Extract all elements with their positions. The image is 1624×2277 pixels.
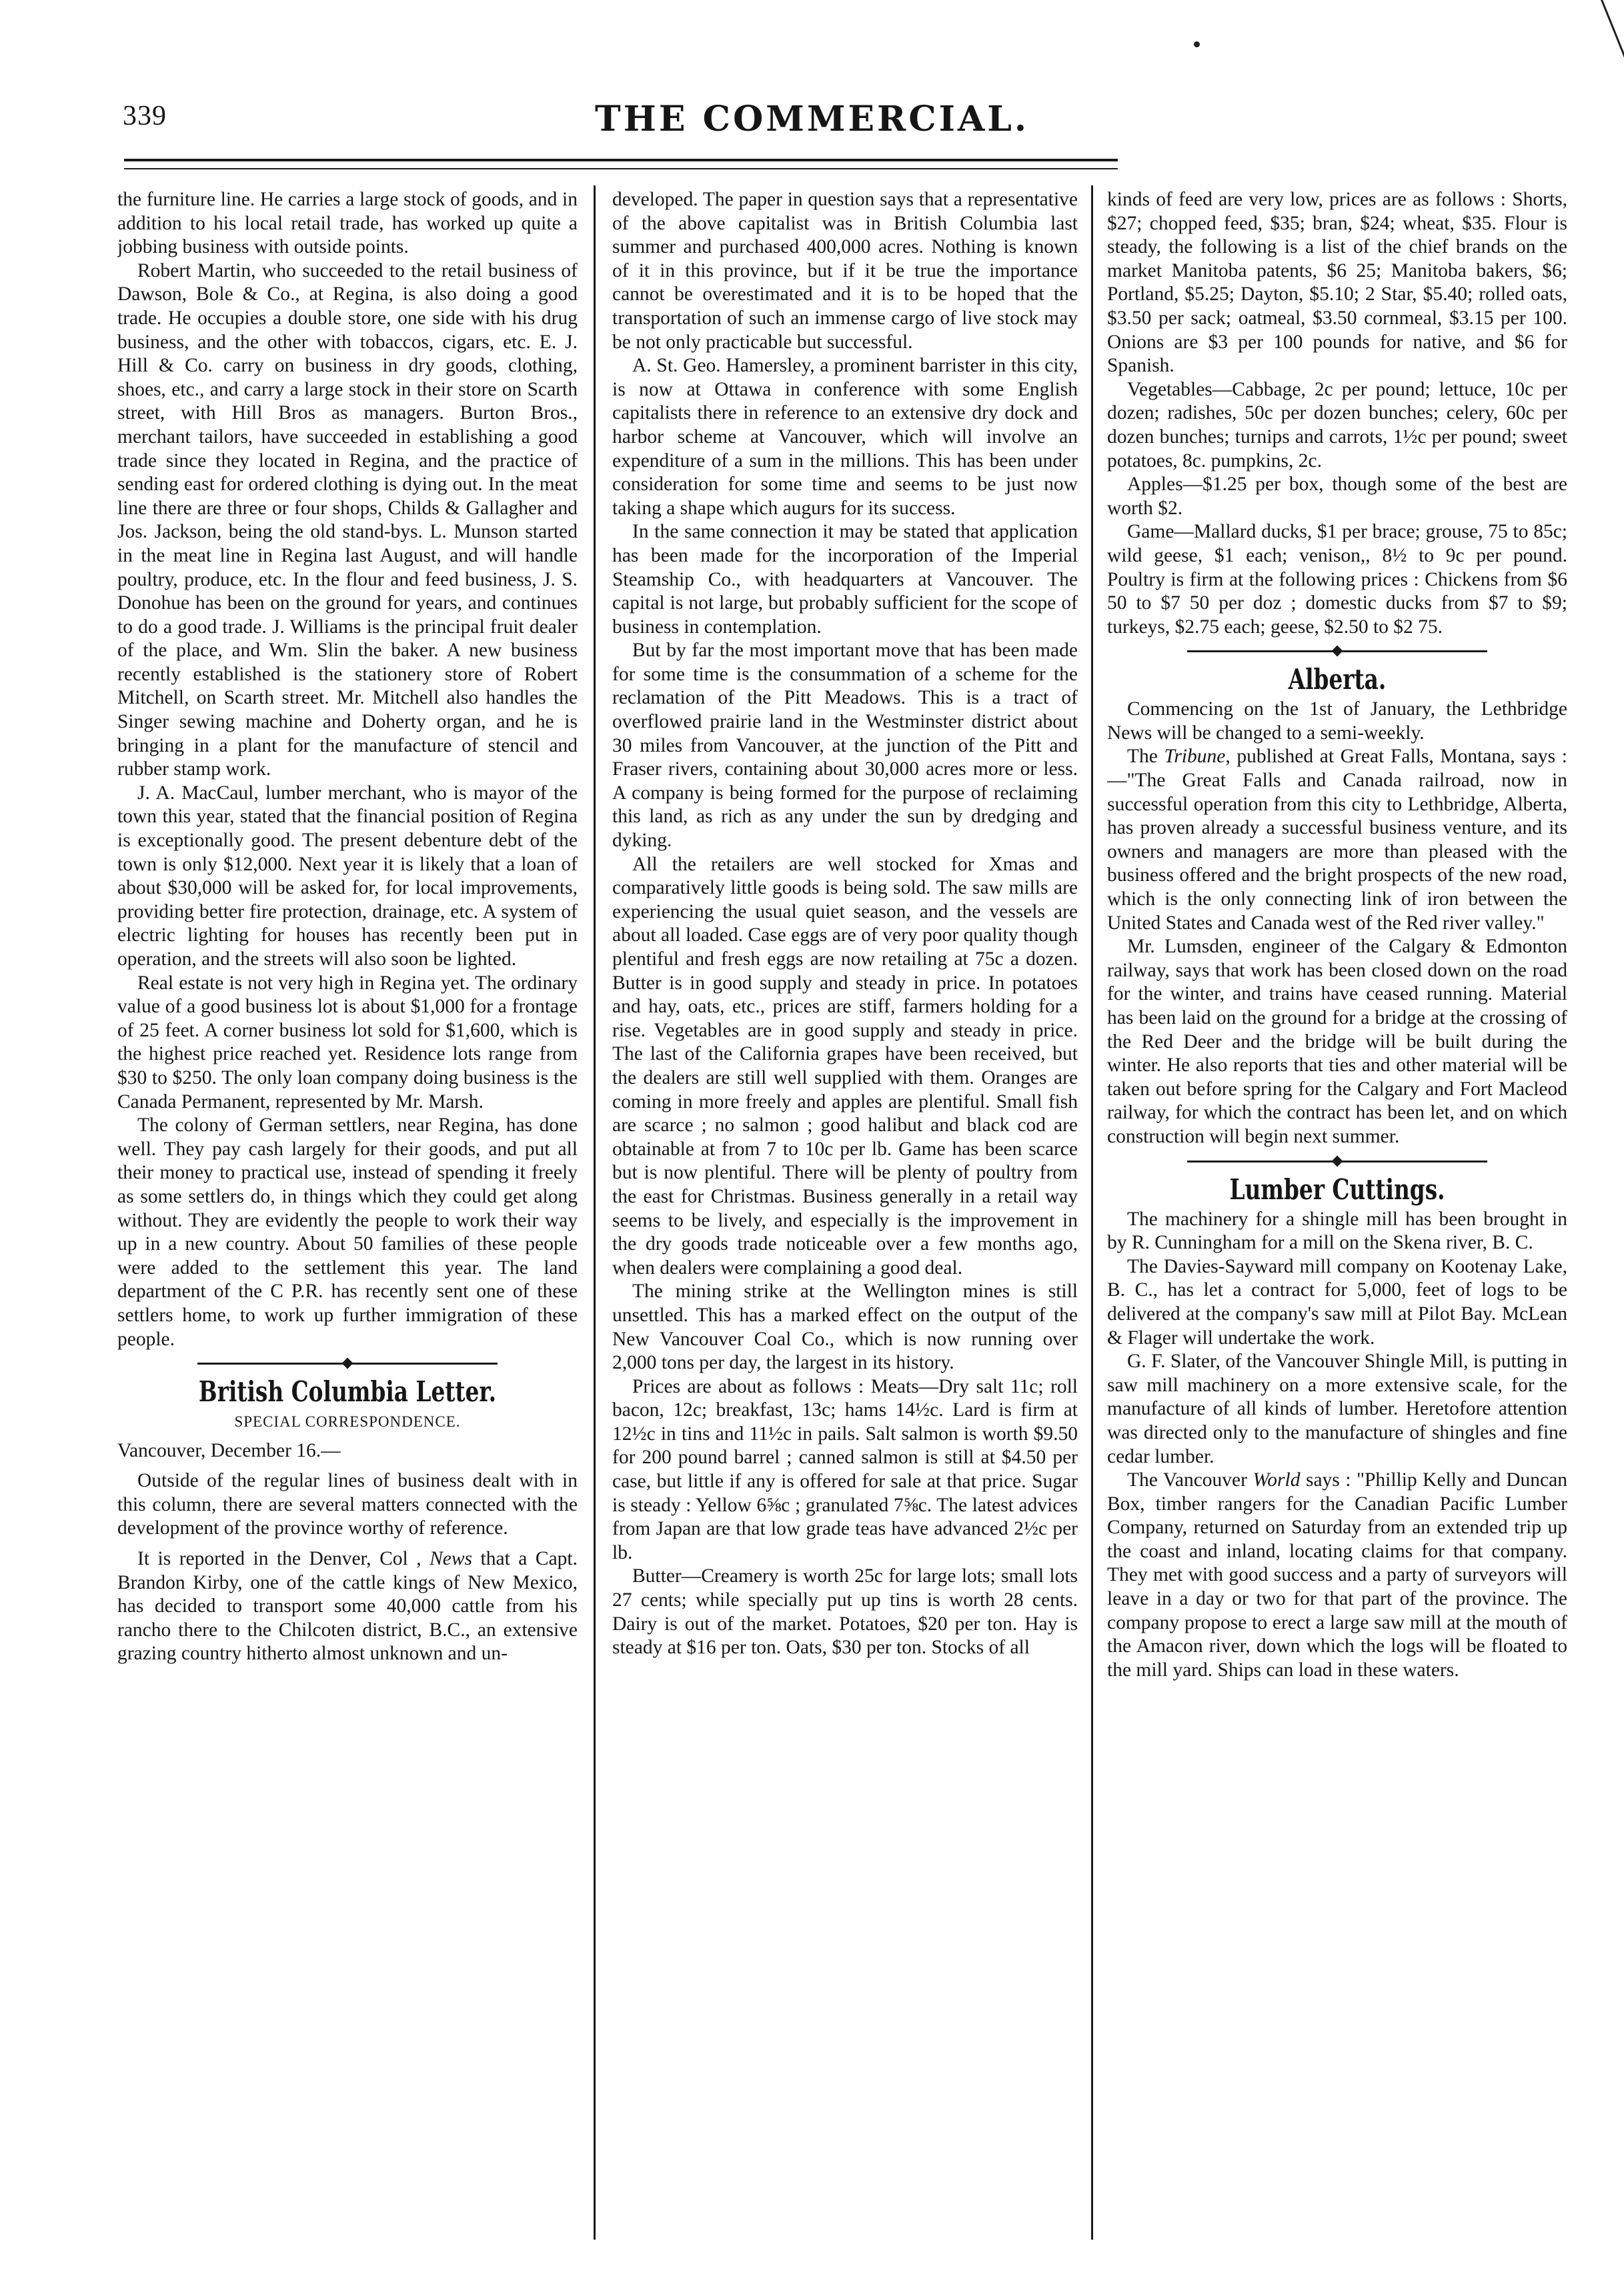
paragraph: the furniture line. He carries a large stock of goods, and in addition to his local retail trade, has worked up quite a jobbing business with outside points. — [117, 189, 578, 258]
paragraph: The Vancouver World says : "Phillip Kelly and Duncan Box, timber rangers for the Canadian Pacific Lumber Company, returned on Saturday from an extended trip up the coast and inland, locating claims for that company. They met with good success and a party of surveyors will leave in a day or two for that part of the province. The company propose to erect a large saw mill at the mouth of the Amacon river, down which the logs will be floated to the mill yard. Ships can load in these waters. — [1107, 1469, 1567, 1681]
paragraph: It is reported in the Denver, Col , News that a Capt. Brandon Kirby, one of the cattle kings of New Mexico, has decided to transport some 40,000 cattle from his rancho there to the Chilcoten district, B.C., an extensive grazing country hitherto almost unknown and un- — [117, 1548, 578, 1665]
section-divider — [117, 1355, 578, 1371]
paragraph: All the retailers are well stocked for Xmas and comparatively little goods is being sold. The saw mills are experiencing the usual quiet season, and the vessels are about all loaded. Case eggs are of very poor quality though plentiful and fresh eggs are now retailing at 75c a dozen. Butter is in good supply and steady in price. In potatoes and hay, oats, etc., prices are stiff, farmers holding for a rise. Vegetables are in good supply and steady in price. The last of the California grapes have been received, but the dealers are still well supplied with them. Oranges are coming in more freely and apples are plentiful. Small fish are scarce ; no salmon ; good halibut and black cod are obtainable at from 7 to 10c per lb. Game has been scarce but is now plentiful. There will be plenty of poultry from the east for Christmas. Business generally in a retail way seems to be lively, and especially is the improvement in the dry goods trade noticeable over a few months ago, when dealers were complaining a good deal. — [612, 853, 1078, 1279]
paragraph: Commencing on the 1st of January, the Lethbridge News will be changed to a semi-weekly. — [1107, 698, 1567, 744]
paragraph: The Tribune, published at Great Falls, Montana, says :—"The Great Falls and Canada railroad, now in successful operation from this city to Lethbridge, Alberta, has proven already a successful business venture, and its owners and managers are more than pleased with the business offered and the bright prospects of the new road, which is the only connecting link of iron between the United States and Canada west of the Red river valley." — [1107, 746, 1567, 934]
masthead-rule-thick — [124, 159, 1118, 161]
paragraph: developed. The paper in question says that a representative of the above capitalist was in British Columbia last summer and purchased 400,000 acres. Nothing is known of it in this province, but if it be true the importance cannot be overestimated and it is to be hoped that the transportation of such an immense cargo of live stock may be not only practicable but successful. — [612, 189, 1078, 353]
paragraph: Vegetables—Cabbage, 2c per pound; lettuce, 10c per dozen; radishes, 50c per dozen bunches; celery, 60c per dozen bunches; turnips and carrots, 1½c per pound; sweet potatoes, 8c. pumpkins, 2c. — [1107, 378, 1567, 472]
column-rule-left — [594, 185, 596, 2240]
page-edge-mark — [1601, 0, 1624, 68]
section-heading-lumber-cuttings: Lumber Cuttings. — [1229, 1173, 1445, 1206]
paragraph: The machinery for a shingle mill has been brought in by R. Cunningham for a mill on the Skena river, B. C. — [1107, 1208, 1567, 1254]
column-rule-right — [1091, 185, 1093, 2240]
paragraph: G. F. Slater, of the Vancouver Shingle Mill, is putting in saw mill machinery on a more extensive scale, for the manufacture of all kinds of lumber. Heretofore attention was directed only to the manufacture of shingles and fine cedar lumber. — [1107, 1351, 1567, 1467]
dateline: Vancouver, December 16.— — [117, 1439, 341, 1461]
publication-name: World — [1253, 1469, 1301, 1491]
section-subheading: SPECIAL CORRESPONDENCE. — [234, 1413, 461, 1431]
section-heading-alberta: Alberta. — [1288, 663, 1387, 696]
section-divider — [1107, 643, 1567, 659]
masthead-rule-thin — [124, 168, 1118, 169]
paragraph: The colony of German settlers, near Regina, has done well. They pay cash largely for their goods, and put all their money to practical use, instead of spending it freely as some settlers do, in things which they could get along without. They are evidently the people to work their way up in a new country. About 50 families of these people were added to the settlement this year. The land department of the C P.R. has recently sent one of these settlers home, to work up further immigration of these people. — [117, 1114, 578, 1350]
column-3 — [1107, 188, 1567, 2236]
section-heading-british-columbia: British Columbia Letter. — [198, 1375, 497, 1409]
paragraph: But by far the most important move that has been made for some time is the consummation of a scheme for the reclamation of the Pitt Meadows. This is a tract of overflowed prairie land in the Westminster district about 30 miles from Vancouver, at the junction of the Pitt and Fraser rivers, containing about 30,000 acres more or less. A company is being formed for the purpose of reclaiming this land, as rich as any under the sun by dredging and dyking. — [612, 640, 1078, 852]
column-1 — [117, 188, 578, 2236]
paragraph: In the same connection it may be stated that application has been made for the incorporation of the Imperial Steamship Co., with headquarters at Vancouver. The capital is not large, but probably sufficient for the scope of business in contemplation. — [612, 521, 1078, 638]
ink-speck — [1194, 41, 1200, 47]
paragraph: Apples—$1.25 per box, though some of the best are worth $2. — [1107, 474, 1567, 519]
column-2 — [612, 188, 1078, 2236]
paragraph: Outside of the regular lines of business dealt with in this column, there are several matters connected with the development of the province worthy of reference. — [117, 1470, 578, 1539]
paragraph: kinds of feed are very low, prices are as follows : Shorts, $27; chopped feed, $35; bran, $24; wheat, $35. Flour is steady, the following is a list of the chief brands on the market Manitoba patents, $6 25; Manitoba bakers, $6; Portland, $5.25; Dayton, $5.10; 2 Star, $5.40; rolled oats, $3.50 per sack; oatmeal, $3.50 cornmeal, $3.15 per 100. Onions are $3 per 100 pounds for native, and $6 for Spanish. — [1107, 189, 1567, 377]
section-divider — [1107, 1153, 1567, 1169]
publication-name: News — [430, 1548, 473, 1570]
paragraph: Game—Mallard ducks, $1 per brace; grouse, 75 to 85c; wild geese, $1 each; venison,, 8½ to 9c per pound. Poultry is firm at the following prices : Chickens from $6 50 to $7 50 per doz ; domestic ducks from $7 to $9; turkeys, $2.75 each; geese, $2.50 to $2 75. — [1107, 521, 1567, 638]
paragraph: The Davies-Sayward mill company on Kootenay Lake, B. C., has let a contract for 5,000, feet of logs to be delivered at the company's saw mill at Pilot Bay. McLean & Flager will undertake the work. — [1107, 1255, 1567, 1349]
paragraph: Real estate is not very high in Regina yet. The ordinary value of a good business lot is about $1,000 for a frontage of 25 feet. A corner business lot sold for $1,600, which is the highest price reached yet. Residence lots range from $30 to $250. The only loan company doing business is the Canada Permanent, represented by Mr. Marsh. — [117, 972, 578, 1112]
masthead-title: THE COMMERCIAL. — [595, 99, 1029, 139]
paragraph: Prices are about as follows : Meats—Dry salt 11c; roll bacon, 12c; breakfast, 13c; hams 14½c. Lard is firm at 12½c in tins and 11½c in pails. Salt salmon is worth $9.50 for 200 pound barrel ; canned salmon is still at $4.50 per case, but little if any is offered for sale at that price. Sugar is steady : Yellow 6⅝c ; granulated 7⅝c. The latest advices from Japan are that low grade teas have advanced 2½c per lb. — [612, 1375, 1078, 1563]
paragraph: The mining strike at the Wellington mines is still unsettled. This has a marked effect on the output of the New Vancouver Coal Co., which is now running over 2,000 tons per day, the largest in its history. — [612, 1281, 1078, 1374]
paragraph: A. St. Geo. Hamersley, a prominent barrister in this city, is now at Ottawa in conference with some English capitalists there in reference to an extensive dry dock and harbor scheme at Vancouver, which will involve an expenditure of a sum in the millions. This has been under consideration for some time and seems to be just now taking a shape which augurs for its success. — [612, 355, 1078, 519]
paragraph: J. A. MacCaul, lumber merchant, who is mayor of the town this year, stated that the financial position of Regina is exceptionally good. The present debenture debt of the town is only $12,000. Next year it is likely that a loan of about $30,000 will be asked for, for local improvements, providing better fire protection, drainage, etc. A system of electric lighting for houses has recently been put in operation, and the streets will also soon be lighted. — [117, 782, 578, 970]
publication-name: Tribune — [1164, 746, 1226, 768]
paragraph: Butter—Creamery is worth 25c for large lots; small lots 27 cents; while specially put up tins is worth 28 cents. Dairy is out of the market. Potatoes, $20 per ton. Hay is steady at $16 per ton. Oats, $30 per ton. Stocks of all — [612, 1565, 1078, 1659]
paragraph: Robert Martin, who succeeded to the retail business of Dawson, Bole & Co., at Regina, is also doing a good trade. He occupies a double store, one side with his drug business, and the other with tobaccos, cigars, etc. E. J. Hill & Co. carry on business in dry goods, clothing, shoes, etc., and carry a large stock in their store on Scarth street, with Hill Bros as managers. Burton Bros., merchant tailors, have succeeded in establishing a good trade since they located in Regina, and the practice of sending east for ordered clothing is dying out. In the meat line there are three or four shops, Childs & Gallagher and Jos. Jackson, being the old stand-bys. L. Munson started in the meat line in Regina last August, and will handle poultry, produce, etc. In the flour and feed business, J. S. Donohue has been on the ground for years, and continues to do a good trade. J. Williams is the principal fruit dealer of the place, and Wm. Slin the baker. A new business recently established is the stationery store of Robert Mitchell, on Scarth street. Mr. Mitchell also handles the Singer sewing machine and Doherty organ, and he is bringing in a plant for the manufacture of stencil and rubber stamp work. — [117, 259, 578, 780]
page-number: 339 — [123, 101, 167, 131]
paragraph: Mr. Lumsden, engineer of the Calgary & Edmonton railway, says that work has been closed down on the road for the winter, and trains have ceased running. Material has been laid on the ground for a bridge at the crossing of the Red Deer and the bridge will be built during the winter. He also reports that ties and other material will be taken out before spring for the Calgary and Fort Macleod railway, for which the contract has been let, and on which construction will begin next summer. — [1107, 936, 1567, 1147]
